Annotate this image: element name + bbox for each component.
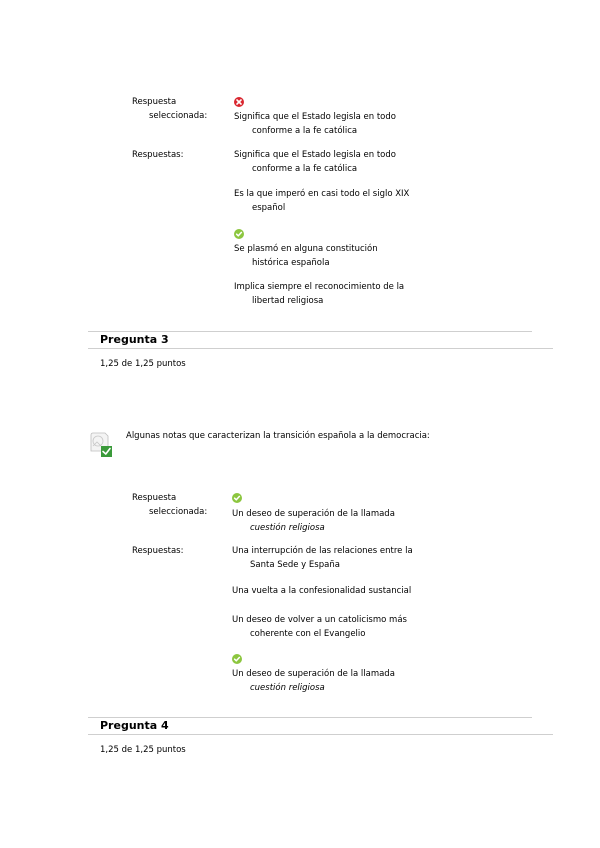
selected-answer-label: Respuesta seleccionada: (132, 97, 208, 121)
question-text: Algunas notas que caracterizan la transición española a la democracia: (126, 431, 430, 441)
answer-option: Significa que el Estado legisla en todo conforme a la fe católica (234, 150, 396, 174)
answer-option: Es la que imperó en casi todo el siglo XIX español (234, 189, 410, 213)
answer-option: Una vuelta a la confesionalidad sustancial (232, 586, 412, 596)
incorrect-icon (234, 97, 244, 107)
question-score: 1,25 de 1,25 puntos (100, 359, 186, 369)
correct-icon (234, 229, 244, 239)
answers-label: Respuestas: (132, 150, 184, 160)
selected-answer-text: Significa que el Estado legisla en todo conforme a la fe católica (234, 112, 396, 136)
divider (88, 348, 553, 349)
answer-option: Una interrupción de las relaciones entre la Santa Sede y España (232, 546, 413, 570)
answer-option: Un deseo de volver a un catolicismo más coherente con el Evangelio (232, 615, 407, 639)
correct-icon (232, 654, 242, 664)
answer-option-correct: Se plasmó en alguna constitución histórica española (234, 244, 378, 268)
answer-option: Implica siempre el reconocimiento de la libertad religiosa (234, 282, 405, 306)
question-score: 1,25 de 1,25 puntos (100, 745, 186, 755)
answer-option-correct: Un deseo de superación de la llamada cuestión religiosa (232, 669, 395, 693)
question-header: Pregunta 3 (100, 333, 169, 346)
correct-icon (232, 493, 242, 503)
question-correct-icon (88, 431, 112, 457)
selected-answer-text: Un deseo de superación de la llamada cuestión religiosa (232, 509, 395, 533)
divider (88, 734, 553, 735)
divider (88, 331, 532, 332)
selected-answer-label: Respuesta seleccionada: (132, 493, 208, 517)
question-header: Pregunta 4 (100, 719, 169, 732)
divider (88, 717, 532, 718)
answers-label: Respuestas: (132, 546, 184, 556)
